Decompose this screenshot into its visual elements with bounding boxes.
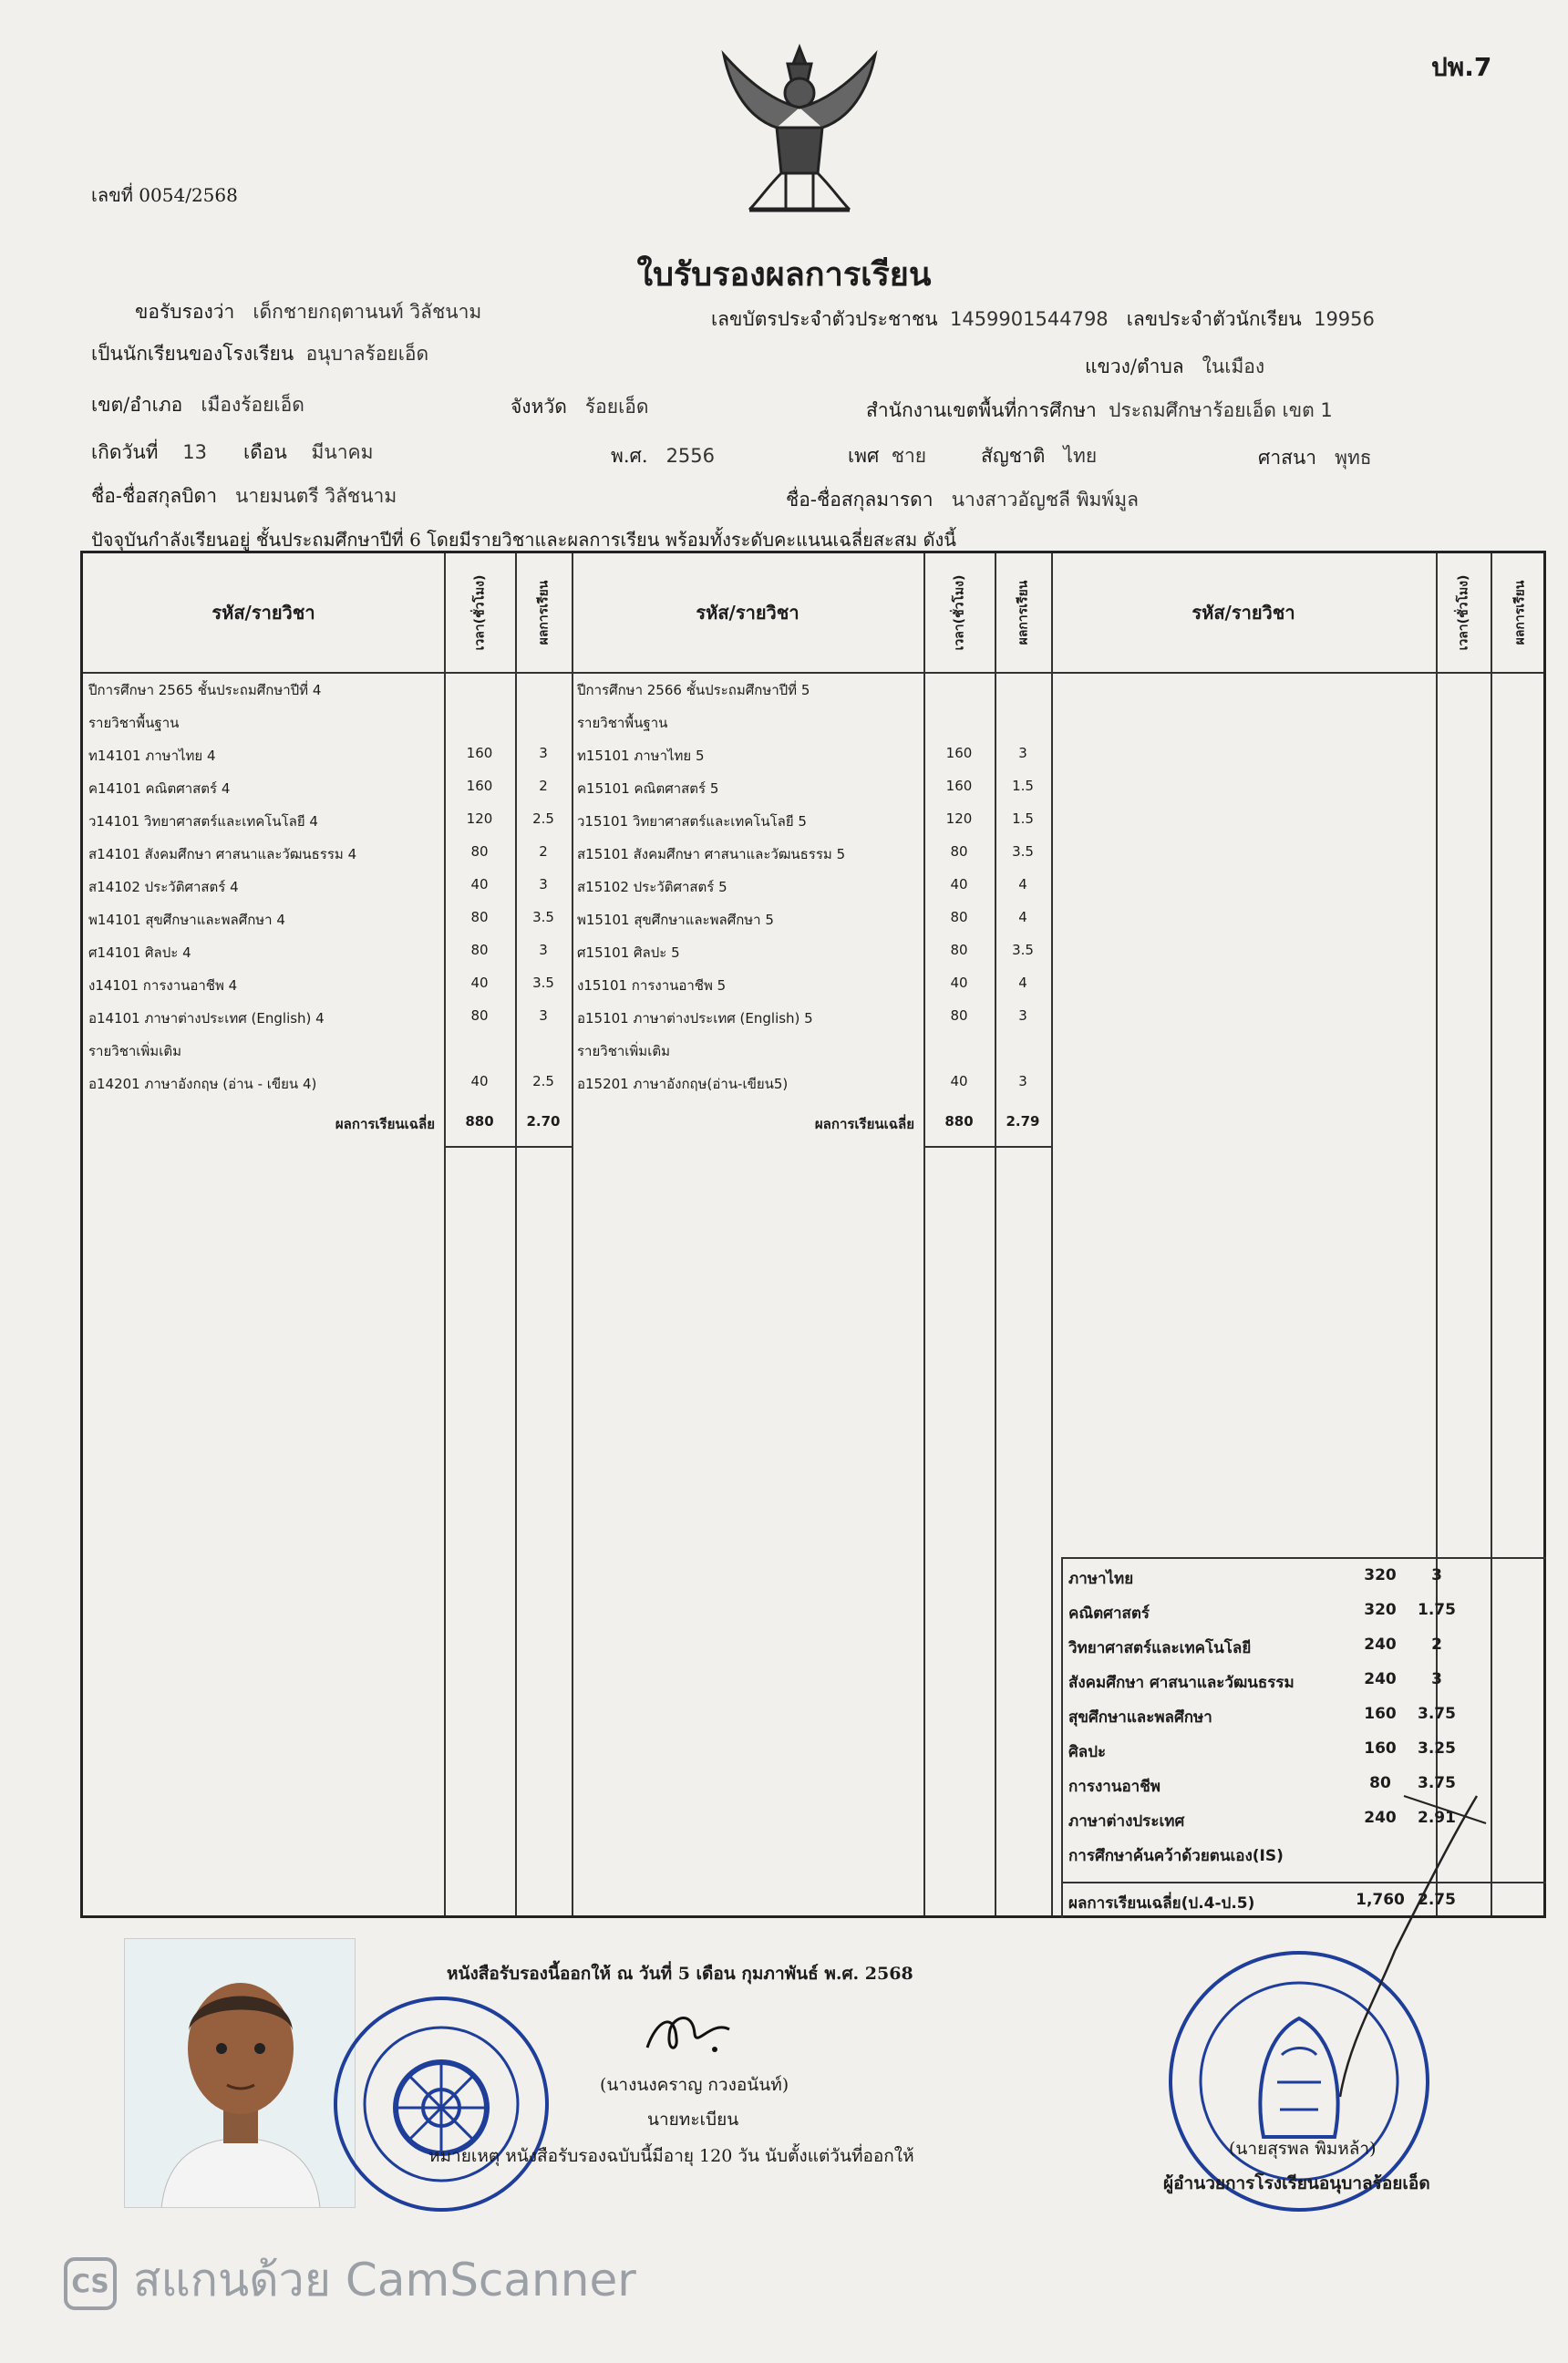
subdistrict-value: ในเมือง [1202,356,1265,377]
left-subject: ว14101 วิทยาศาสตร์และเทคโนโลยี 4 [88,813,318,830]
middle-average-label: ผลการเรียนเฉลี่ย [814,1116,914,1132]
summary-grade: 3 [1431,1670,1442,1688]
middle-subject: รายวิชาพื้นฐาน [577,715,668,731]
father-line [91,481,397,511]
summary-row [1061,1666,1546,1697]
middle-grade: 4 [1018,909,1027,925]
birth-year-label: พ.ศ. [611,445,648,467]
summary-hours: 320 [1364,1566,1397,1584]
left-grade: 3.5 [532,975,554,991]
registrar-title: นายทะเบียน [647,2110,739,2130]
middle-grade: 3 [1018,745,1027,761]
left-grade: 2.5 [532,1073,554,1089]
middle-grade: 3 [1018,1007,1027,1024]
mother-line [786,485,1139,515]
left-subject: พ14101 สุขศึกษาและพลศึกษา 4 [88,912,285,928]
religion-line [1258,443,1372,473]
summary-total-hours: 1,760 [1356,1891,1405,1909]
middle-grade: 3.5 [1012,843,1034,860]
summary-subject: สังคมศึกษา ศาสนาและวัฒนธรรม [1068,1674,1295,1692]
middle-grade: 4 [1018,975,1027,991]
subdistrict-label: แขวง/ตำบล [1085,356,1184,377]
middle-grade: 3.5 [1012,942,1034,958]
middle-hours: 80 [950,909,968,925]
middle-hours: 80 [950,1007,968,1024]
middle-hours [923,712,995,745]
summary-subject: คณิตศาสตร์ [1068,1605,1150,1623]
summary-grade: 3.75 [1418,1774,1456,1792]
left-grade: 2.5 [532,810,554,827]
header-subject-1: รหัส/รายวิชา [211,602,315,624]
document-title: ใบรับรองผลการเรียน [636,255,932,294]
middle-average-hours: 880 [944,1113,974,1130]
school-value: อนุบาลร้อยเอ็ด [305,343,429,365]
registrar-signature [638,2002,738,2066]
left-hours [444,712,515,745]
left-subject: ง14101 การงานอาชีพ 4 [88,977,238,994]
left-subject: ส14101 สังคมศึกษา ศาสนาและวัฒนธรรม 4 [88,846,357,862]
camscanner-watermark [64,2244,636,2317]
header-hours-2: เวลา(ชั่วโมง) [952,574,966,651]
sex-value: ชาย [891,445,927,467]
summary-subject: ศิลปะ [1068,1743,1107,1761]
left-subject: อ14101 ภาษาต่างประเทศ (English) 4 [88,1010,325,1027]
left-grade: 2 [539,843,548,860]
id-value: 1459901544798 [949,308,1109,330]
garuda-emblem [713,36,886,219]
summary-grade: 3 [1431,1566,1442,1584]
header-grade-2: ผลการเรียน [1016,580,1030,645]
id-line [711,304,1375,335]
left-subject: ปีการศึกษา 2565 ชั้นประถมศึกษาปีที่ 4 [88,682,322,698]
middle-subject: ส15102 ประวัติศาสตร์ 5 [577,879,727,895]
middle-grade: 4 [1018,876,1027,893]
birth-day-label: เกิดวันที่ [91,441,159,463]
school-label: เป็นนักเรียนของโรงเรียน [91,343,294,365]
middle-grade [995,679,1051,712]
office-label: สำนักงานเขตพื้นที่การศึกษา [866,399,1097,421]
sex-line [848,441,926,471]
left-hours: 120 [466,810,493,827]
middle-hours: 80 [950,942,968,958]
summary-row [1061,1632,1546,1663]
middle-hours [923,1040,995,1073]
left-subject: ศ14101 ศิลปะ 4 [88,944,191,961]
summary-hours: 160 [1364,1739,1397,1758]
summary-grade: 2 [1431,1636,1442,1654]
nationality-value: ไทย [1063,445,1098,467]
birth-day-value: 13 [182,441,207,463]
summary-subject: วิทยาศาสตร์และเทคโนโลยี [1068,1639,1252,1657]
director-title: ผู้อำนวยการโรงเรียนอนุบาลร้อยเอ็ด [1163,2173,1430,2193]
left-hours: 40 [470,876,489,893]
middle-subject: ศ15101 ศิลปะ 5 [577,944,680,961]
mother-label: ชื่อ-ชื่อสกุลมารดา [786,489,934,511]
left-subject: รายวิชาเพิ่มเติม [88,1043,181,1059]
left-subject: ท14101 ภาษาไทย 4 [88,748,216,764]
middle-average-grade: 2.79 [1006,1113,1040,1130]
left-grade: 3.5 [532,909,554,925]
subdistrict-line [1085,352,1264,382]
middle-hours: 40 [950,1073,968,1089]
middle-subject: พ15101 สุขศึกษาและพลศึกษา 5 [577,912,774,928]
summary-subject: การงานอาชีพ [1068,1778,1161,1796]
summary-grade: 1.75 [1418,1601,1456,1619]
left-subject: ค14101 คณิตศาสตร์ 4 [88,780,231,797]
middle-subject: ปีการศึกษา 2566 ชั้นประถมศึกษาปีที่ 5 [577,682,810,698]
left-grade: 2 [539,778,548,794]
issue-date-line: หนังสือรับรองนี้ออกให้ ณ วันที่ 5 เดือน กุมภาพันธ์ พ.ศ. 2568 [447,1964,913,1984]
summary-grade: 2.91 [1418,1809,1456,1827]
student-photo [124,1938,356,2208]
birth-year-line [611,441,715,471]
birth-month-value: มีนาคม [311,441,374,463]
summary-row [1061,1701,1546,1732]
header-subject-2: รหัส/รายวิชา [696,602,799,624]
left-grade: 3 [539,942,548,958]
office-line [866,396,1333,426]
school-line [91,339,428,369]
camscanner-text: สแกนด้วย CamScanner [133,2254,636,2306]
birth-month-label: เดือน [243,441,287,463]
district-value: เมืองร้อยเอ็ด [201,394,304,416]
summary-subject: การศึกษาค้นคว้าด้วยตนเอง(IS) [1068,1847,1284,1865]
middle-subject: อ15201 ภาษาอังกฤษ(อ่าน-เขียน5) [577,1076,789,1092]
middle-hours: 40 [950,876,968,893]
nationality-label: สัญชาติ [981,445,1046,467]
middle-subject: อ15101 ภาษาต่างประเทศ (English) 5 [577,1010,813,1027]
summary-grade: 3.25 [1418,1739,1456,1758]
header-subject-3: รหัส/รายวิชา [1191,602,1295,624]
summary-hours: 240 [1364,1809,1397,1827]
left-average-hours: 880 [465,1113,494,1130]
director-signature [1322,1787,1504,2115]
summary-hours: 240 [1364,1670,1397,1688]
director-name: (นายสุรพล พิมหล้า) [1229,2139,1377,2159]
middle-hours: 160 [945,745,973,761]
id-label: เลขบัตรประจำตัวประชาชน [711,308,938,330]
school-stamp-left [334,1997,549,2212]
summary-total-label: ผลการเรียนเฉลี่ย(ป.4-ป.5) [1068,1894,1255,1913]
summary-total-grade: 2.75 [1418,1891,1456,1909]
middle-subject: ท15101 ภาษาไทย 5 [577,748,705,764]
doc-code: ปพ.7 [1431,52,1492,82]
middle-subject: ง15101 การงานอาชีพ 5 [577,977,727,994]
left-subject: รายวิชาพื้นฐาน [88,715,180,731]
left-average-grade: 2.70 [526,1113,561,1130]
middle-grade [995,1040,1051,1073]
middle-subject: ส15101 สังคมศึกษา ศาสนาและวัฒนธรรม 5 [577,846,846,862]
summary-hours: 160 [1364,1705,1397,1723]
nationality-line [981,441,1097,471]
middle-subject: รายวิชาเพิ่มเติม [577,1043,670,1059]
student-no-value: 19956 [1314,308,1375,330]
summary-row [1061,1597,1546,1628]
middle-grade: 1.5 [1012,810,1034,827]
left-hours [444,1040,515,1073]
summary-subject: สุขศึกษาและพลศึกษา [1068,1708,1212,1727]
left-hours: 40 [470,1073,489,1089]
father-value: นายมนตรี วิลัชนาม [235,485,397,507]
left-grade: 3 [539,876,548,893]
middle-hours [923,679,995,712]
birth-line [91,438,373,468]
religion-value: พุทธ [1335,447,1372,469]
district-line [91,390,304,420]
father-label: ชื่อ-ชื่อสกุลบิดา [91,485,217,507]
left-hours: 80 [470,909,489,925]
camscanner-logo-icon: CS [64,2257,117,2310]
header-hours-1: เวลา(ชั่วโมง) [472,574,487,651]
certify-label: ขอรับรองว่า [135,301,235,323]
province-label: จังหวัด [511,396,567,418]
district-label: เขต/อำเภอ [91,394,183,416]
left-hours: 80 [470,843,489,860]
province-line [511,392,649,422]
summary-subject: ภาษาต่างประเทศ [1068,1812,1185,1831]
summary-hours: 80 [1369,1774,1391,1792]
left-average-label: ผลการเรียนเฉลี่ย [335,1116,435,1132]
birth-year-value: 2556 [665,445,716,467]
middle-hours: 80 [950,843,968,860]
religion-label: ศาสนา [1258,447,1317,469]
middle-hours: 160 [945,778,973,794]
header-hours-3: เวลา(ชั่วโมง) [1456,574,1470,651]
middle-subject: ค15101 คณิตศาสตร์ 5 [577,780,719,797]
document-number: เลขที่ 0054/2568 [91,184,238,206]
student-name: เด็กชายกฤตานนท์ วิลัชนาม [253,301,482,323]
summary-grade: 3.75 [1418,1705,1456,1723]
summary-hours: 240 [1364,1636,1397,1654]
left-grade [515,1040,572,1073]
left-grade [515,712,572,745]
header-grade-3: ผลการเรียน [1512,580,1527,645]
left-hours: 160 [466,778,493,794]
middle-grade [995,712,1051,745]
certify-line [135,297,481,327]
current-study-line: ปัจจุบันกำลังเรียนอยู่ ชั้นประถมศึกษาปีที่ 6 โดยมีรายวิชาและผลการเรียน พร้อมทั้งระดับคะแนนเฉลี่ยสะสม ดังนี้ [91,529,956,551]
left-subject: ส14102 ประวัติศาสตร์ 4 [88,879,239,895]
left-hours: 80 [470,1007,489,1024]
middle-hours: 40 [950,975,968,991]
summary-row [1061,1736,1546,1767]
validity-note: หมายเหตุ หนังสือรับรองฉบับนี้มีอายุ 120 วัน นับตั้งแต่วันที่ออกให้ [428,2146,914,2166]
summary-subject: ภาษาไทย [1068,1570,1134,1588]
left-grade: 3 [539,745,548,761]
student-no-label: เลขประจำตัวนักเรียน [1126,308,1302,330]
middle-subject: ว15101 วิทยาศาสตร์และเทคโนโลยี 5 [577,813,807,830]
province-value: ร้อยเอ็ด [584,396,649,418]
left-subject: อ14201 ภาษาอังกฤษ (อ่าน - เขียน 4) [88,1076,317,1092]
middle-hours: 120 [945,810,973,827]
mother-value: นางสาวอัญชลี พิมพ์มูล [951,489,1139,511]
header-grade-1: ผลการเรียน [536,580,551,645]
left-grade [515,679,572,712]
left-hours [444,679,515,712]
left-hours: 160 [466,745,493,761]
middle-grade: 1.5 [1012,778,1034,794]
summary-row [1061,1563,1546,1594]
office-value: ประถมศึกษาร้อยเอ็ด เขต 1 [1109,399,1333,421]
middle-grade: 3 [1018,1073,1027,1089]
summary-hours: 320 [1364,1601,1397,1619]
left-grade: 3 [539,1007,548,1024]
left-hours: 40 [470,975,489,991]
sex-label: เพศ [848,445,880,467]
left-hours: 80 [470,942,489,958]
registrar-name: (นางนงคราญ กวงอนันท์) [600,2075,789,2095]
